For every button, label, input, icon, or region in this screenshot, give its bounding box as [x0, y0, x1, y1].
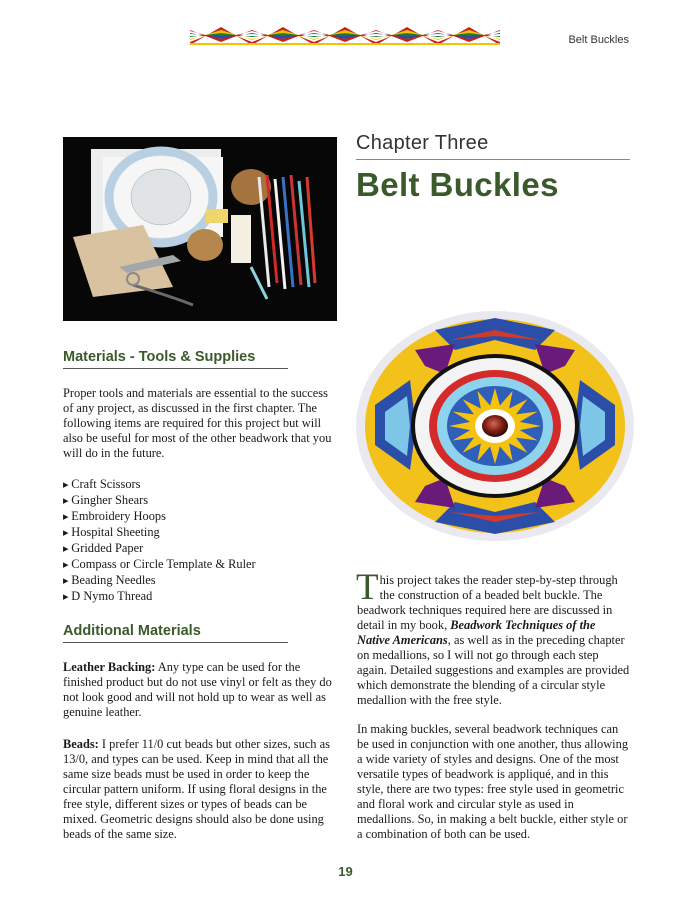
- leather-backing-paragraph: [63, 660, 339, 720]
- page-number: 19: [338, 864, 353, 879]
- additional-materials-rule: [63, 642, 288, 643]
- beads-text: I prefer 11/0 cut beads but other sizes, such as 13/0, and types can be used. Keep in mind that all the same size beads must be used in order to keep the circular pattern uniform. If using floral designs in the free style, different sizes or types of beads can be mixed. Geometric designs should also be done using beads of the same size.: [63, 737, 330, 841]
- tools-photo: [63, 137, 337, 321]
- styles-paragraph: In making buckles, several beadwork techniques can be used in conjunction with one another, thus allowing a wide variety of styles and designs. One of the most versatile types of beadwork is appliqué, and in this style, there are two types: free style used in geometric and floral work and circular style as used in medallions. So, in making a belt buckle, either style or a combination of both can be used.: [357, 722, 629, 841]
- intro-text-b: , as well as in the preceding chapter on medallions, so I will not go through each step again. Detailed suggestions and examples are provided which demonstrate the blending of a circular style medallion with the free style.: [357, 633, 630, 707]
- header-decorative-band: [190, 25, 500, 45]
- additional-materials-heading: Additional Materials: [63, 623, 201, 639]
- materials-list-item: ▸ Craft Scissors: [63, 477, 256, 493]
- running-head: Belt Buckles: [568, 34, 629, 46]
- beads-paragraph: [63, 737, 339, 842]
- chapter-label: Chapter Three: [356, 132, 489, 154]
- beaded-buckle-photo: [355, 310, 635, 542]
- chapter-title: Belt Buckles: [356, 166, 559, 203]
- materials-list-item: ▸ Embroidery Hoops: [63, 509, 256, 525]
- materials-list-item: ▸ Beading Needles: [63, 573, 256, 589]
- intro-paragraph: [356, 567, 631, 708]
- materials-list-item: ▸ Gingher Shears: [63, 493, 256, 509]
- materials-list-item: ▸ Compass or Circle Template & Ruler: [63, 557, 256, 573]
- intro-text-a: his project takes the reader step-by-step through the construction of a beaded belt buckle. The beadwork techniques required here are discussed in detail in my book,: [357, 573, 618, 632]
- materials-heading-rule: [63, 368, 288, 369]
- materials-list-item: ▸ D Nymo Thread: [63, 589, 256, 605]
- beads-lead-in: Beads:: [63, 737, 99, 751]
- materials-list-item: ▸ Hospital Sheeting: [63, 525, 256, 541]
- materials-list-item: ▸ Gridded Paper: [63, 541, 256, 557]
- leather-backing-lead-in: Leather Backing:: [63, 660, 156, 674]
- chapter-rule: [356, 159, 630, 160]
- materials-intro-paragraph: Proper tools and materials are essential to the success of any project, as discussed in the first chapter. The following items are required for this project but will also be useful for most of the other beadwork that you will do in the future.: [63, 386, 332, 460]
- book-title: Beadwork Techniques of the Native Americans: [357, 618, 596, 647]
- leather-backing-text: Any type can be used for the finished product but do not use vinyl or felt as they do not look good and will not hold up to wear as well as genuine leather.: [63, 660, 332, 719]
- drop-cap: T: [356, 567, 379, 608]
- materials-heading: Materials - Tools & Supplies: [63, 349, 256, 365]
- materials-list: [63, 477, 256, 605]
